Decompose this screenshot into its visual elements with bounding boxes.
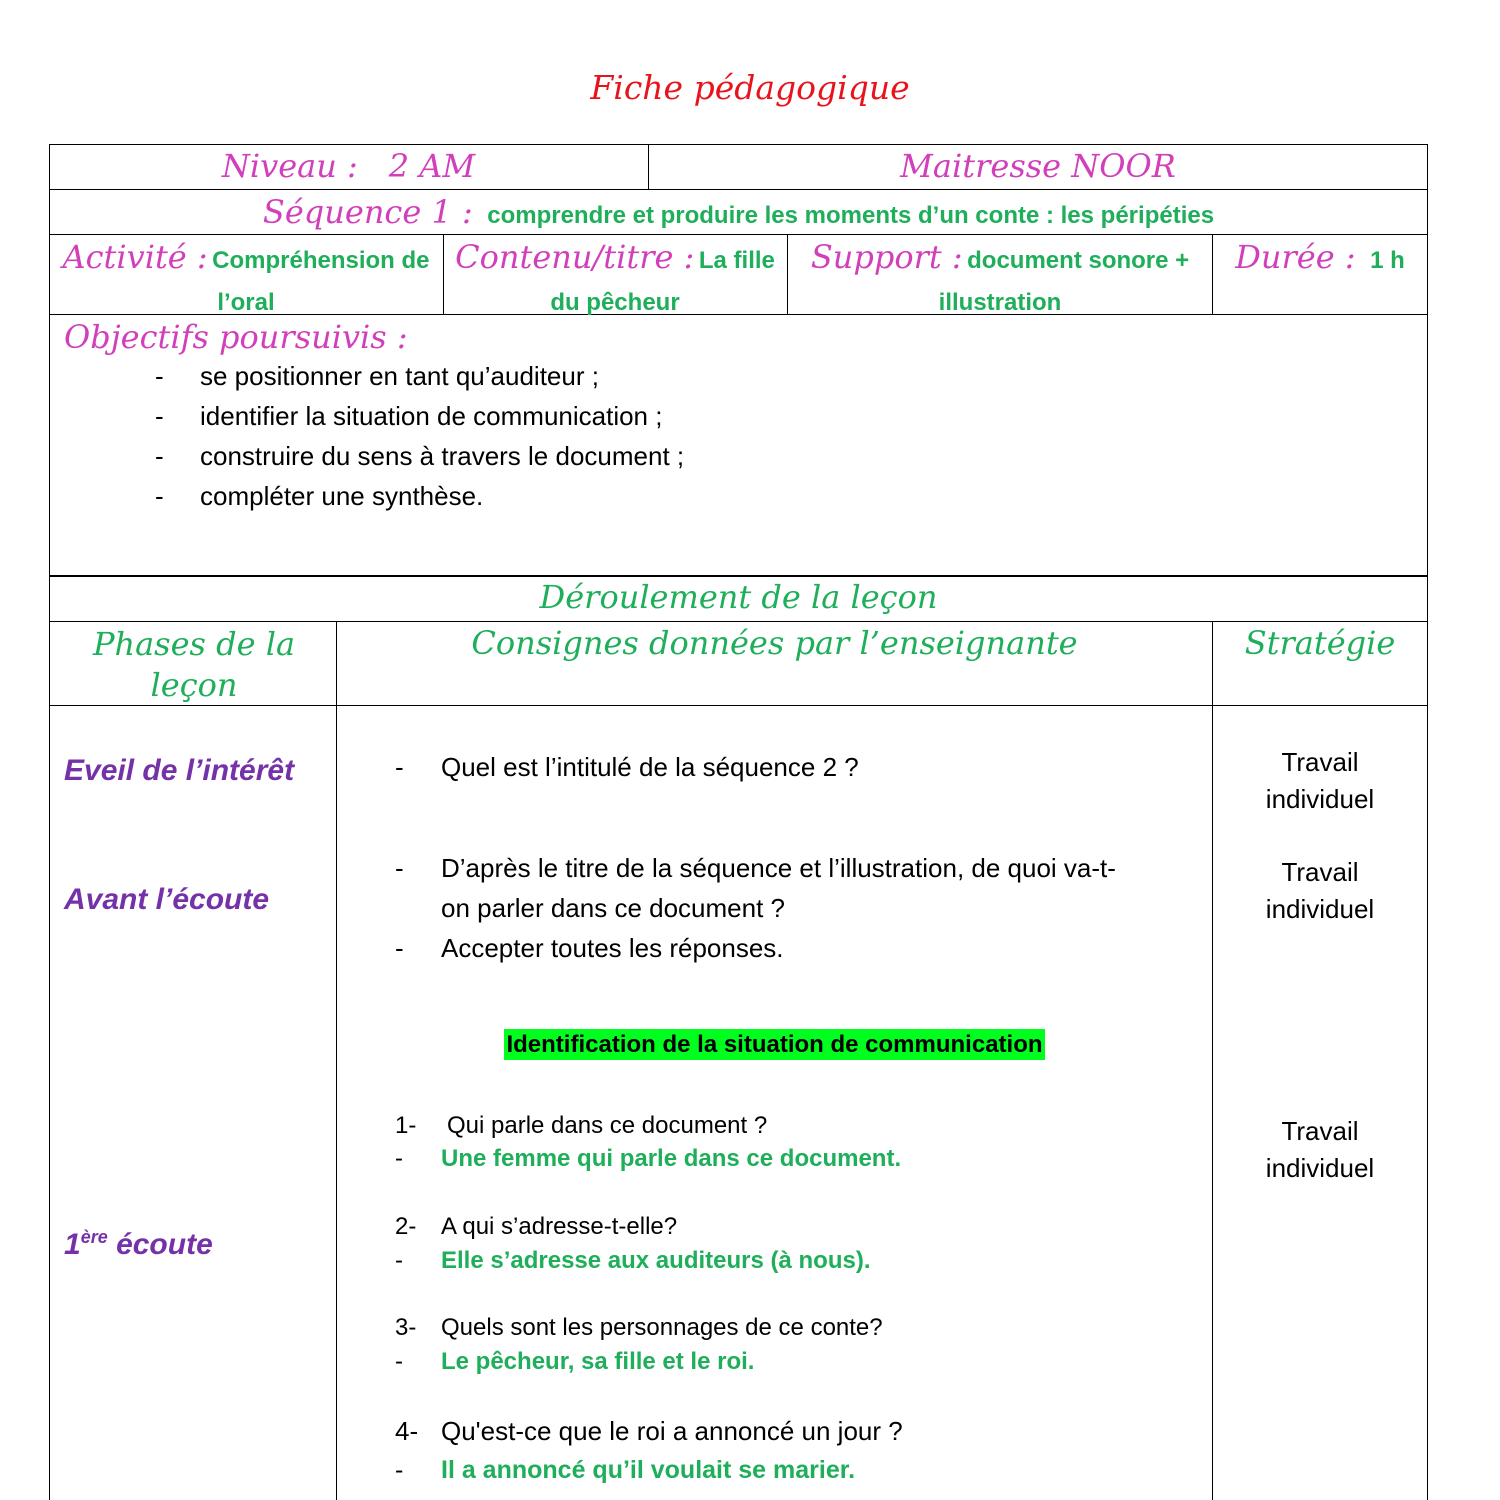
duree-value: 1 h [1370,247,1405,274]
sequence [49,193,1428,231]
section-title: Identification de la situation de communication [506,1031,1043,1058]
strategie-ecoute: Travail individuel [1265,1116,1375,1183]
consigne-avant-1-cont: on parler dans ce document ? [441,893,785,923]
question-2: 2- A qui s’adresse-t-elle? [395,1213,678,1240]
column-header-strategie: Stratégie [1244,624,1396,662]
niveau-label: Niveau : [221,147,358,185]
support-label: Support : [810,238,963,276]
column-header-consignes: Consignes données par l’enseignante [471,624,1078,662]
objectif-item: - construire du sens à travers le document ; [155,441,685,471]
teacher-name: Maitresse NOOR [900,147,1176,185]
question-1: 1- Qui parle dans ce document ? [395,1112,768,1139]
answer-2: - Elle s’adresse aux auditeurs (à nous). [395,1247,871,1274]
strategie-avant: Travail individuel [1265,857,1375,924]
deroulement-title: Déroulement de la leçon [539,578,938,616]
objectif-item: - se positionner en tant qu’auditeur ; [155,361,599,391]
objectifs-label: Objectifs poursuivis : [64,318,408,356]
consigne-eveil: - Quel est l’intitulé de la séquence 2 ? [395,752,859,782]
support-value: document sonore + illustration [938,247,1190,316]
sequence-label: Séquence 1 : [262,193,473,231]
sequence-value: comprendre et produire les moments d’un conte : les péripéties [487,202,1215,229]
contenu-label: Contenu/titre : [455,238,695,276]
activite-value: Compréhension de l’oral [212,247,430,316]
niveau [49,147,648,185]
strategie-eveil: Travail individuel [1265,747,1375,814]
answer-4: - Il a annoncé qu’il voulait se marier. [395,1456,856,1484]
answer-3: - Le pêcheur, sa fille et le roi. [395,1348,755,1375]
consigne-avant-2: - Accepter toutes les réponses. [395,933,784,963]
page-title: Fiche pédagogique [590,68,910,107]
objectif-item: - compléter une synthèse. [155,481,484,511]
activite [52,238,440,325]
contenu [446,238,784,325]
niveau-value: 2 AM [388,147,476,185]
objectif-item: - identifier la situation de communication ; [155,401,663,431]
phase-eveil: Eveil de l’intérêt [64,754,295,787]
question-4: 4- Qu'est-ce que le roi a annoncé un jour ? [395,1416,903,1446]
answer-1: - Une femme qui parle dans ce document. [395,1145,902,1172]
consigne-avant-1: - D’après le titre de la séquence et l’illustration, de quoi va-t- [395,853,1116,883]
duree-label: Durée : [1235,238,1356,276]
phase-avant-ecoute: Avant l’écoute [64,883,270,916]
activite-label: Activité : [62,238,208,276]
column-header-phases: Phases de la leçon [92,625,296,704]
phase-premiere-ecoute: 1ère écoute [64,1227,213,1261]
contenu-value: La fille du pêcheur [550,247,775,316]
duree [1212,238,1428,283]
question-3: 3- Quels sont les personnages de ce conte? [395,1314,883,1341]
support [790,238,1210,325]
